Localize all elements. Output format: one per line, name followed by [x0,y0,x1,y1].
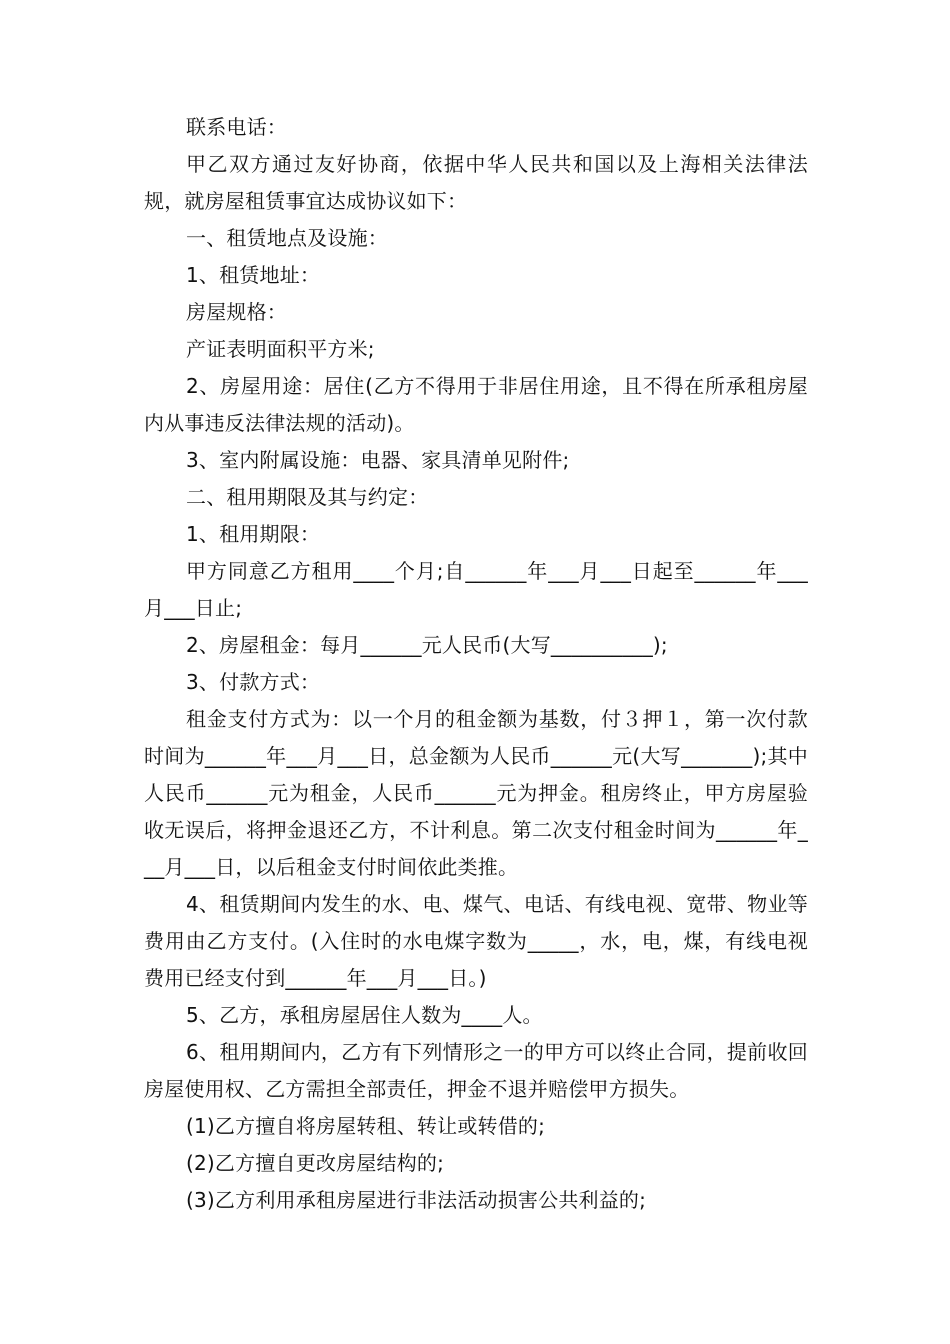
section-heading-term: 二、租用期限及其与约定： [186,485,429,509]
termination-clause: 6、租用期间内，乙方有下列情形之一的甲方可以终止合同，提前收回房屋使用权、乙方需担全部责任，押金不退并赔偿甲方损失。 [144,1040,808,1101]
agreement-preamble: 甲乙双方通过友好协商，依据中华人民共和国以及上海相关法律法规，就房屋租赁事宜达成协议如下： [144,152,808,213]
section-heading-location: 一、租赁地点及设施： [186,226,388,250]
utilities-clause: 4、租赁期间内发生的水、电、煤气、电话、有线电视、宽带、物业等费用由乙方支付。(入住时的水电煤字数为_____，水，电，煤，有线电视费用已经支付到______年___月___日。) [144,892,808,990]
rent-clause: 2、房屋租金：每月______元人民币(大写__________); [186,633,668,657]
rental-address-line: 1、租赁地址： [186,263,321,287]
payment-heading: 3、付款方式： [186,670,321,694]
term-clause: 甲方同意乙方租用____个月;自______年___月___日起至______年___月___日止; [144,559,808,620]
term-heading: 1、租用期限： [186,522,321,546]
termination-item-3: (3)乙方利用承租房屋进行非法活动损害公共利益的; [186,1188,647,1212]
facilities-clause: 3、室内附属设施：电器、家具清单见附件; [186,448,570,472]
house-usage-clause: 2、房屋用途：居住(乙方不得用于非居住用途，且不得在所承租房屋内从事违反法律法规的活动)。 [144,374,808,435]
occupants-clause: 5、乙方，承租房屋居住人数为____人。 [186,1003,543,1027]
area-line: 产证表明面积平方米; [186,337,375,361]
termination-item-1: (1)乙方擅自将房屋转租、转让或转借的; [186,1114,546,1138]
contact-phone-line: 联系电话： [186,115,287,139]
house-spec-line: 房屋规格： [186,300,287,324]
document-body [144,109,808,1219]
termination-item-2: (2)乙方擅自更改房屋结构的; [186,1151,445,1175]
payment-clause: 租金支付方式为：以一个月的租金额为基数，付３押１，第一次付款时间为______年___月___日，总金额为人民币______元(大写_______);其中人民币______元为租金，人民币______元为押金。租房终止，甲方房屋验收无误后，将押金退还乙方，不计利息。第二次支付租金时间为______年___月___日，以后租金支付时间依此类推。 [144,707,808,879]
